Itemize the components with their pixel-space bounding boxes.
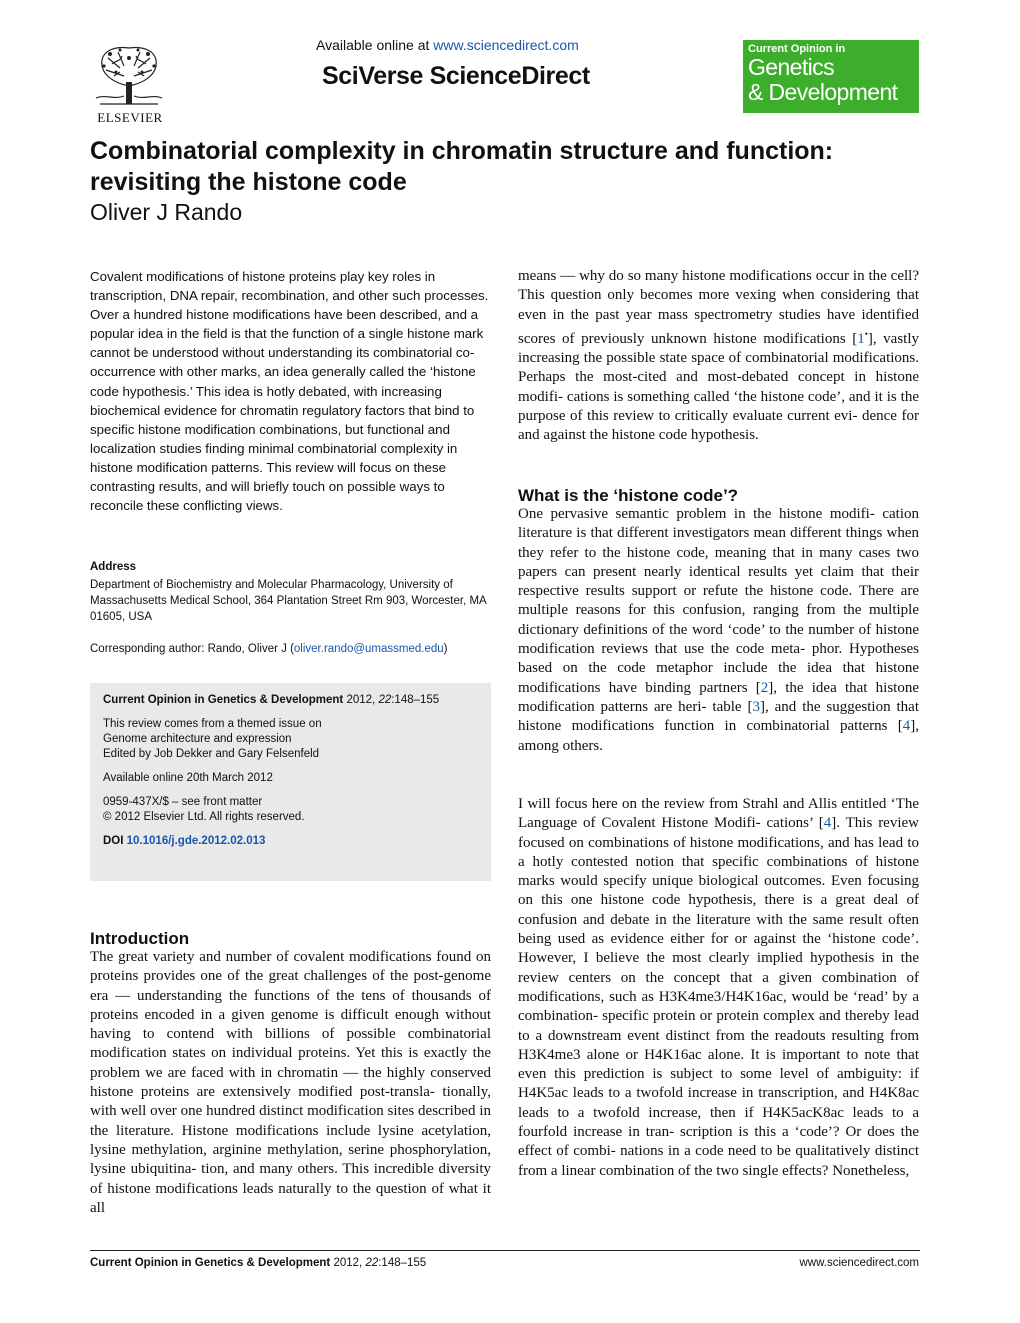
article-info-box: [90, 683, 491, 881]
issn-line: 0959-437X/$ – see front matter: [103, 796, 263, 808]
footer-url[interactable]: www.sciencedirect.com: [799, 1257, 919, 1269]
journal-logo: [743, 40, 919, 113]
address-text: Department of Biochemistry and Molecular Pharmacology, University of Massachusetts Medical School, 364 Plantation Street Rm 903, Worcester, MA 01605, USA: [90, 579, 487, 623]
corresponding-suffix: ): [443, 643, 448, 655]
theme-line-2: Genome architecture and expression: [103, 733, 292, 745]
available-online: Available online 20th March 2012: [103, 772, 273, 784]
elsevier-logo: [90, 42, 170, 128]
theme-line-3: Edited by Job Dekker and Gary Felsenfeld: [103, 748, 320, 760]
ref-1-marker: •: [864, 328, 868, 339]
histone-code-heading: What is the ‘histone code’?: [518, 486, 739, 505]
introduction-text: The great variety and number of covalent modifications found on proteins provides one of the great challenges of the post-genome era — understanding the functions of the tens of thousands of proteins encoded in a given genome is difficult enough without having to contend with billions of possible combinatorial modification states on individual proteins. Yet this is exactly the problem we are faced with in chromatin — the highly conserved histone proteins are extensively modified post-transla- tionally, with well over one hundred distinct modification sites described in the literature. Histone modifications include lysine acetylation, lysine methylation, arginine methylation, serine phosphorylation, lysine ubiquitina- tion, and many others. This incredible diversity of histone modifications leads naturally to the question of what it all: [90, 949, 491, 1216]
citation-year: 2012,: [343, 694, 379, 706]
article-title: Combinatorial complexity in chromatin structure and function: revisiting the histone code: [90, 137, 834, 196]
citation-line: [103, 693, 478, 708]
availability-line: [316, 37, 579, 53]
footer-year: 2012,: [330, 1257, 366, 1269]
availability-prefix: Available online at: [316, 37, 434, 53]
footer-pages: :148–155: [378, 1257, 427, 1269]
p3-text-b: ]. This review focused on combinations of histone modifications, and has lead to a hotly contested notion that specific combinations of histone marks would specify unique biological outcomes. Even focusing on this one histone code hypothesis, there is a great deal of confusion and debate in the literature with the same result often being used as evidence either for or against the ‘histone code’. However, I believe the most clearly implied hypothesis in the review centers on the concept that a given combination of modifications, such as H3K4me3/H4K16ac, would be ‘read’ by a combination- specific protein or protein complex and thereby lead to a downstream event distinct from the readouts resulting from H3K4me3 alone or H4K16ac alone. It is important to note that even this prediction is subject to some level of ambiguity: if H4K5ac leads to a twofold increase in transcription, and H4K8ac leads to a twofold increase, then if H4K5acK8ac leads to a fourfold increase in tran- scription is this a ‘code’? Or does the effect of combi- nations in a code need to be qualitatively distinct from a linear combination of the two single effects? Nonetheless,: [518, 815, 919, 1179]
journal-logo-top: Current Opinion in: [748, 43, 846, 55]
p2-text-d: ], among others.: [518, 718, 919, 754]
ref-4-link[interactable]: 4: [902, 718, 911, 735]
right-paragraph-2: [518, 505, 919, 756]
ref-4b-link[interactable]: 4: [823, 815, 832, 832]
right-paragraph-3: [518, 795, 919, 1181]
corresponding-prefix: Corresponding author: Rando, Oliver J (: [90, 643, 294, 655]
citation-journal: Current Opinion in Genetics & Development: [103, 694, 344, 706]
ref-2-link[interactable]: 2: [760, 679, 769, 696]
elsevier-tree-icon: [90, 42, 168, 108]
citation-volume: 22: [378, 694, 392, 706]
ref-1-link[interactable]: 1: [857, 330, 865, 347]
p3-text-a: I will focus here on the review from Strahl and Allis entitled ‘The Language of Covalent Histone Modifi- cations’ [: [518, 796, 919, 832]
p1-text-b: ], vastly increasing the possible state space of combinatorial modifications. Perhaps the most-cited and most-debated concept in histone modifi- cations is something called ‘the histone code’, and it is the purpose of this review to critically evaluate current evi- dence for and against the histone code hypothesis.: [518, 330, 919, 444]
corresponding-author: [90, 641, 495, 657]
citation-pages: :148–155: [391, 694, 440, 706]
journal-logo-line1: Genetics: [748, 54, 834, 80]
author-email-link[interactable]: oliver.rando@umassmed.edu: [293, 643, 444, 655]
footer-divider: [90, 1250, 920, 1251]
theme-block: [103, 717, 478, 762]
rights-block: [103, 795, 478, 825]
journal-logo-line2: & Development: [748, 79, 898, 105]
p2-text-b: ], the idea that histone modification patterns are heri- table [: [518, 679, 919, 715]
doi-label: DOI: [103, 835, 127, 847]
introduction-heading: Introduction: [90, 929, 190, 948]
footer-journal: Current Opinion in Genetics & Development: [90, 1257, 331, 1269]
right-paragraph-1: [518, 267, 919, 446]
theme-line-1: This review comes from a themed issue on: [103, 718, 322, 730]
footer-volume: 22: [365, 1257, 379, 1269]
platform-brand: SciVerse ScienceDirect: [322, 62, 590, 90]
article-author: Oliver J Rando: [90, 199, 243, 225]
abstract: Covalent modifications of histone proteins play key roles in transcription, DNA repair, recombination, and other such processes. Over a hundred histone modifications have been described, and a popular idea in the field is that the function of a single histone mark cannot be understood without understanding its combinatorial co-occurrence with other marks, an idea generally called the ‘histone code hypothesis.’ This idea is hotly debated, with increasing biochemical evidence for chromatin regulatory factors that bind to specific histone modification combinations, but functional and localization studies finding minimal combinatorial complexity in histone modification patterns. This review will focus on these contrasting results, and will briefly touch on possible ways to reconcile these conflicting views.: [90, 269, 489, 514]
ref-3-link[interactable]: 3: [752, 698, 760, 715]
p2-text-c: ], and the suggestion that histone modifications function in combinatorial patterns [: [518, 698, 920, 735]
sciencedirect-link[interactable]: www.sciencedirect.com: [433, 37, 579, 53]
p2-text-a: One pervasive semantic problem in the histone modifi- cation literature is that different investigators mean different things when they refer to the histone code, meaning that in many cases two papers can present nearly identical results yet claim that their respective results support or refute the histone code. There are multiple reasons for this confusion, ranging from the multiple dictionary definitions of the word ‘code’ to the number of histone modification reviews that use the code meta- phor. Hypotheses based on the code metaphor include the idea that histone modifications have binding partners [: [518, 506, 919, 696]
footer-citation: [90, 1257, 426, 1269]
address-heading: Address: [90, 561, 137, 573]
publisher-wordmark: ELSEVIER: [97, 110, 163, 125]
p1-text-a: means — why do so many histone modifications occur in the cell? This question only becomes more vexing when considering that even in the past year mass spectrometry studies have identified scores of previously unknown histone modifications [: [518, 268, 919, 347]
copyright-line: © 2012 Elsevier Ltd. All rights reserved.: [103, 811, 305, 823]
doi-link[interactable]: 10.1016/j.gde.2012.02.013: [126, 835, 266, 847]
doi-line: [103, 834, 478, 849]
